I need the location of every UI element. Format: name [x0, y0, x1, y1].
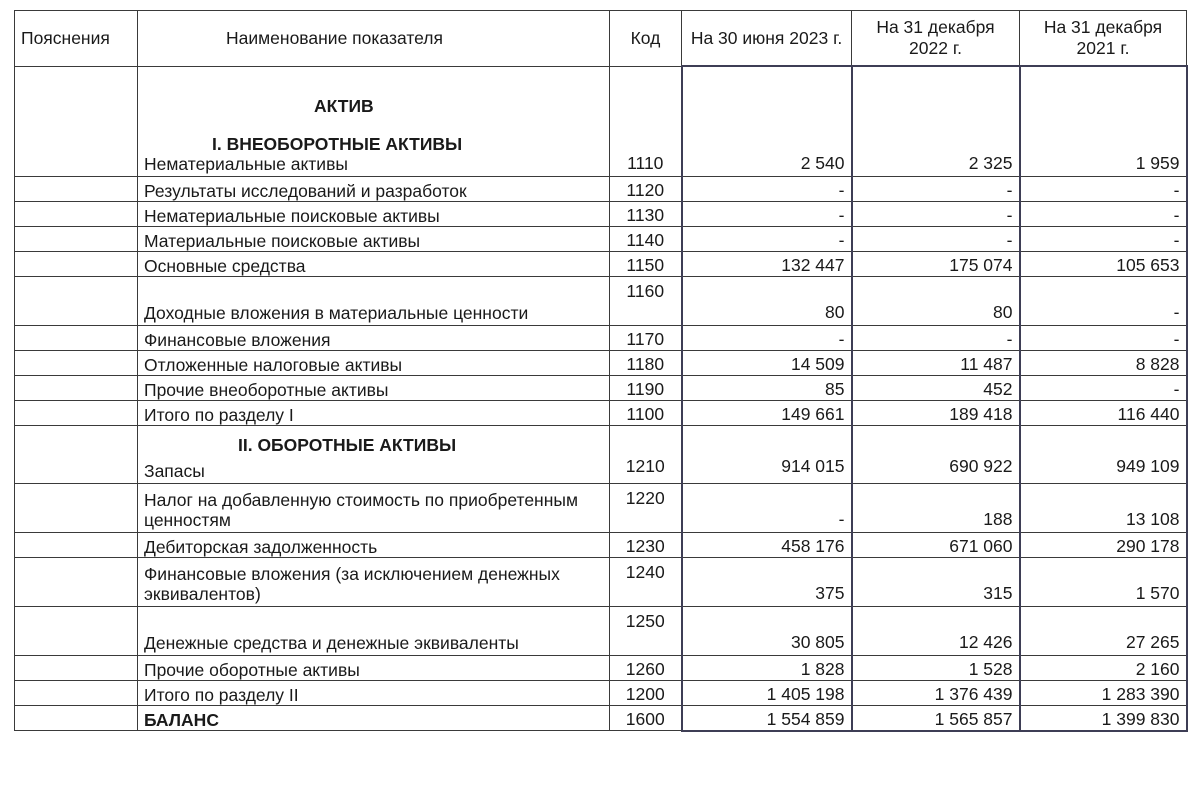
table-row	[15, 66, 1187, 176]
value-2023: 1 554 859	[682, 705, 852, 731]
header-col-2022: На 31 декабря 2022 г.	[852, 11, 1020, 67]
row-code: 1130	[610, 201, 682, 226]
table-row	[15, 606, 1187, 655]
value-2022: -	[852, 176, 1020, 201]
row-name: Основные средства	[138, 251, 610, 276]
notes-cell	[15, 350, 138, 375]
table-row	[15, 483, 1187, 532]
row-code: 1260	[610, 655, 682, 680]
header-notes: Пояснения	[15, 11, 138, 67]
value-2023: 1 828	[682, 655, 852, 680]
row-name: Результаты исследований и разработок	[138, 176, 610, 201]
row-name: Итого по разделу I	[138, 400, 610, 425]
value-2021: 1 399 830	[1020, 705, 1187, 731]
value-2021: 1 959	[1020, 66, 1187, 176]
value-2023: 85	[682, 375, 852, 400]
value-2022: 188	[852, 483, 1020, 532]
total-balance-row	[15, 705, 1187, 731]
notes-cell	[15, 606, 138, 655]
row-name: Финансовые вложения	[138, 325, 610, 350]
value-2022: 12 426	[852, 606, 1020, 655]
value-2021: 1 283 390	[1020, 680, 1187, 705]
notes-cell	[15, 201, 138, 226]
value-2021: 13 108	[1020, 483, 1187, 532]
row-name: Доходные вложения в материальные ценности	[138, 276, 610, 325]
table-row	[15, 425, 1187, 483]
value-2021: 27 265	[1020, 606, 1187, 655]
row-code: 1140	[610, 226, 682, 251]
value-2022: 11 487	[852, 350, 1020, 375]
value-2023: 132 447	[682, 251, 852, 276]
table-row	[15, 375, 1187, 400]
value-2022: -	[852, 226, 1020, 251]
row-code: 1170	[610, 325, 682, 350]
section2-heading: II. ОБОРОТНЫЕ АКТИВЫ	[238, 434, 457, 455]
value-2021: -	[1020, 226, 1187, 251]
row-name: Запасы	[144, 460, 205, 481]
row-code: 1220	[610, 483, 682, 532]
header-code: Код	[610, 11, 682, 67]
value-2022: 175 074	[852, 251, 1020, 276]
value-2021: -	[1020, 176, 1187, 201]
value-2022: 189 418	[852, 400, 1020, 425]
value-2023: -	[682, 176, 852, 201]
table-row	[15, 532, 1187, 557]
aktiv-heading: АКТИВ	[314, 95, 374, 116]
value-2022: 2 325	[852, 66, 1020, 176]
row-name: Нематериальные поисковые активы	[138, 201, 610, 226]
row-name: Отложенные налоговые активы	[138, 350, 610, 375]
value-2022: 671 060	[852, 532, 1020, 557]
table-row	[15, 557, 1187, 606]
value-2023: 375	[682, 557, 852, 606]
value-2021: 290 178	[1020, 532, 1187, 557]
table-row	[15, 226, 1187, 251]
value-2023: 1 405 198	[682, 680, 852, 705]
table-row	[15, 276, 1187, 325]
row-code: 1200	[610, 680, 682, 705]
notes-cell	[15, 532, 138, 557]
notes-cell	[15, 483, 138, 532]
value-2022: -	[852, 201, 1020, 226]
balance-sheet-table	[14, 10, 1188, 732]
notes-cell	[15, 705, 138, 731]
value-2023: -	[682, 226, 852, 251]
row-code: 1210	[610, 425, 682, 483]
row-name-cell	[138, 66, 610, 176]
value-2021: 8 828	[1020, 350, 1187, 375]
value-2021: 1 570	[1020, 557, 1187, 606]
notes-cell	[15, 400, 138, 425]
value-2023: 30 805	[682, 606, 852, 655]
row-name: Нематериальные активы	[144, 153, 348, 174]
value-2023: -	[682, 201, 852, 226]
row-name: БАЛАНС	[138, 705, 610, 731]
value-2022: 1 565 857	[852, 705, 1020, 731]
notes-cell	[15, 375, 138, 400]
value-2021: 2 160	[1020, 655, 1187, 680]
value-2022: 1 376 439	[852, 680, 1020, 705]
row-code: 1150	[610, 251, 682, 276]
value-2023: -	[682, 325, 852, 350]
row-name: Итого по разделу II	[138, 680, 610, 705]
row-code: 1110	[610, 66, 682, 176]
value-2023: 14 509	[682, 350, 852, 375]
value-2023: 80	[682, 276, 852, 325]
header-name: Наименование показателя	[138, 11, 610, 67]
notes-cell	[15, 276, 138, 325]
notes-cell	[15, 176, 138, 201]
value-2023: 458 176	[682, 532, 852, 557]
subtotal-row	[15, 680, 1187, 705]
notes-cell	[15, 557, 138, 606]
notes-cell	[15, 251, 138, 276]
row-name: Денежные средства и денежные эквиваленты	[138, 606, 610, 655]
notes-cell	[15, 680, 138, 705]
value-2023: -	[682, 483, 852, 532]
table-row	[15, 350, 1187, 375]
balance-sheet-document	[14, 10, 1186, 732]
notes-cell	[15, 325, 138, 350]
section1-heading: I. ВНЕОБОРОТНЫЕ АКТИВЫ	[212, 133, 463, 154]
row-name: Финансовые вложения (за исключением денежных эквивалентов)	[138, 557, 610, 606]
row-code: 1160	[610, 276, 682, 325]
row-name: Прочие оборотные активы	[138, 655, 610, 680]
notes-cell	[15, 425, 138, 483]
notes-cell	[15, 66, 138, 176]
table-row	[15, 325, 1187, 350]
value-2023: 149 661	[682, 400, 852, 425]
row-code: 1100	[610, 400, 682, 425]
value-2021: -	[1020, 201, 1187, 226]
value-2021: -	[1020, 325, 1187, 350]
header-col-2021: На 31 декабря 2021 г.	[1020, 11, 1187, 67]
value-2021: -	[1020, 375, 1187, 400]
value-2021: 116 440	[1020, 400, 1187, 425]
header-row	[15, 11, 1187, 67]
value-2021: 949 109	[1020, 425, 1187, 483]
row-name: Налог на добавленную стоимость по приобретенным ценностям	[138, 483, 610, 532]
row-code: 1250	[610, 606, 682, 655]
value-2021: -	[1020, 276, 1187, 325]
table-row	[15, 176, 1187, 201]
row-code: 1600	[610, 705, 682, 731]
value-2022: 315	[852, 557, 1020, 606]
row-name-cell	[138, 425, 610, 483]
value-2022: 452	[852, 375, 1020, 400]
row-code: 1180	[610, 350, 682, 375]
row-code: 1120	[610, 176, 682, 201]
header-col-2023: На 30 июня 2023 г.	[682, 11, 852, 67]
value-2022: 80	[852, 276, 1020, 325]
row-code: 1230	[610, 532, 682, 557]
value-2022: -	[852, 325, 1020, 350]
row-name: Материальные поисковые активы	[138, 226, 610, 251]
notes-cell	[15, 226, 138, 251]
row-code: 1190	[610, 375, 682, 400]
row-name: Прочие внеоборотные активы	[138, 375, 610, 400]
value-2022: 690 922	[852, 425, 1020, 483]
subtotal-row	[15, 400, 1187, 425]
table-row	[15, 251, 1187, 276]
notes-cell	[15, 655, 138, 680]
value-2022: 1 528	[852, 655, 1020, 680]
value-2023: 914 015	[682, 425, 852, 483]
table-row	[15, 655, 1187, 680]
row-code: 1240	[610, 557, 682, 606]
table-row	[15, 201, 1187, 226]
value-2021: 105 653	[1020, 251, 1187, 276]
value-2023: 2 540	[682, 66, 852, 176]
row-name: Дебиторская задолженность	[138, 532, 610, 557]
